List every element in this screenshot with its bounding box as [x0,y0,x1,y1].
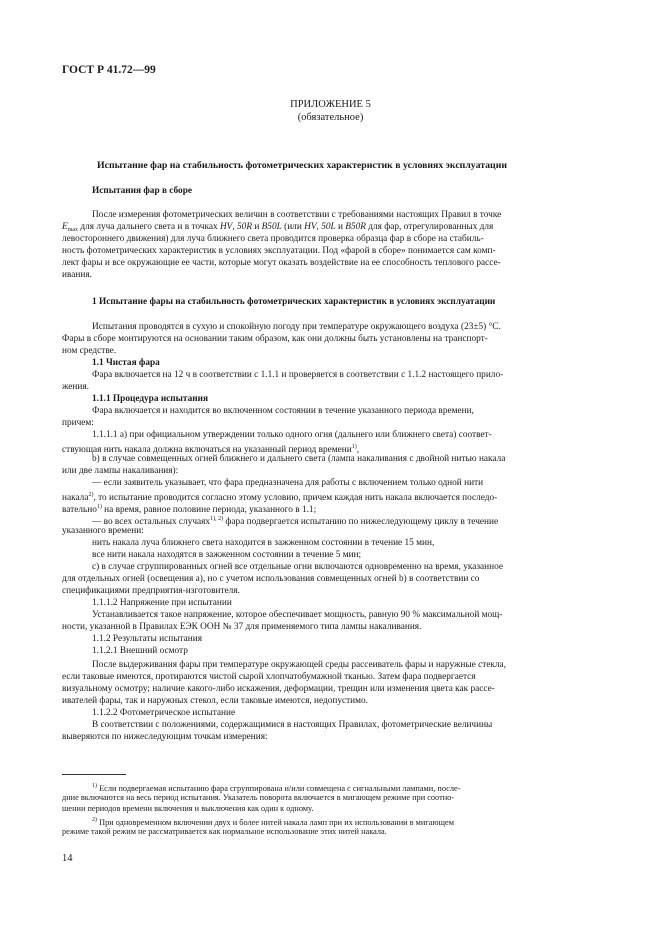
pd1-line-1: — если заявитель указывает, что фара предназначена для работы с включением только одной нити [92,478,484,488]
footnote-1-line-2: дние включаются на весь период испытания. Указатель поворота включается в мигающем режиме при соотно- [62,793,455,802]
main-title: Испытание фар на стабильность фотометрических характеристик в условиях эксплуатации [97,160,507,171]
p1121-line-2: если таковые имеются, протираются чистой сырой хлопчатобумажной тканью. Затем фара подвергается [62,672,476,682]
pd2-line-1: — во всех остальных случаях$^{1), 2)}$ фара подвергается испытанию по нижеследующему циклу в течение [92,516,499,527]
intro-line-2: $E_{max}$ для луча дальнего света и в точках HV, 50R и B50L (или HV, 50L и B50R для фар, отрегулированных для [62,222,494,233]
appendix-status: (обязательное) [297,112,364,123]
document-code: ГОСТ Р 41.72—99 [62,64,156,76]
p11-line-2: жения. [62,382,89,392]
cycle-line-1: нить накала луча ближнего света находится в зажженном состоянии в течение 15 мин, [92,538,435,548]
p111-line-1: Фара включается и находится во включенном состоянии в течение указанного периода времени, [92,406,474,416]
sub-title: Испытания фар в сборе [92,186,193,196]
cycle-line-2: все нити накала находятся в зажженном состоянии в течение 5 мин; [92,550,362,560]
p1122-line-2: выверяются по нижеследующим точкам измерения: [62,732,268,742]
section-1-1-2-1-title: 1.1.2.1 Внешний осмотр [92,646,188,656]
p1112-line-2: ности, указанной в Правилах ЕЭК ООН № 37 для применяемого типа лампы накаливания. [62,622,422,632]
intro-line-5: лект фары и все окружающие ее части, которые могут оказать воздействие на ее способность теплового рассе- [62,258,501,268]
pc-line-2: для отдельных огней (освещения а), но с учетом использования совмещенных огней b) в соответствии со [62,574,480,584]
section-1-1-2-title: 1.1.2 Результаты испытания [92,634,202,644]
intro-line-4: ность фотометрических характеристик в условиях эксплуатации. Под «фарой в сборе» понимается сам комп- [62,246,496,256]
pd2-line-2: указанного времени: [62,526,144,536]
pb-line-1: b) в случае совмещенных огней ближнего и дальнего света (лампа накаливания с двойной нитью накала [92,454,506,464]
p11-line-1: Фара включается на 12 ч в соответствии с 1.1.1 и проверяется в соответствии с 1.1.2 настоящего прило- [92,370,504,380]
footnote-1-line-3: шении периодов времени включения и выключения как один к одному. [62,804,314,813]
pc-line-1: с) в случае сгруппированных огней все отдельные огни включаются одновременно на время, указанное [92,562,504,572]
section-1-1-title: 1.1 Чистая фара [92,358,160,368]
section-1-1-1-title: 1.1.1 Процедура испытания [92,394,208,404]
footnote-separator [62,774,126,775]
section-1-1-1-2-title: 1.1.1.2 Напряжение при испытании [92,598,232,608]
intro-line-3: левостороннего движения) для луча ближнего света проводится проверка образца фар в сборе на стабиль- [62,234,484,244]
p1121-line-4: ивателей фары, так и наружных стекол, если таковые имеются, недопустимо. [62,696,369,706]
p111-line-2: причем: [62,418,94,428]
p1-line-1: Испытания проводятся в сухую и спокойную погоду при температуре окружающего воздуха (23±5) °С. [92,322,501,332]
footnote-2-line-2: режиме такой режим не рассматривается как нормальное использование этих нитей накала. [62,827,387,836]
p1122-line-1: В соответствии с положениями, содержащимися в настоящих Правилах, фотометрические величины [92,720,493,730]
pd1-line-3: вательно$^{1)}$ на время, равное половине периода, указанного в 1.1; [62,504,317,515]
p1121-line-1: После выдерживания фары при температуре окружающей среды рассеиватель фары и наружные стекла, [92,660,506,670]
p1111-line-1: 1.1.1.1 а) при официальном утверждении только одного огня (дальнего или ближнего света) соответ- [92,430,492,440]
section-1-1-2-2-title: 1.1.2.2 Фотометрическое испытание [92,708,236,718]
intro-line-6: ивания. [62,270,92,280]
footnote-1-line-1: $^{1)}$ Если подвергаемая испытанию фара сгруппирована и/или совмещена с сигнальными лампами, после- [92,783,461,793]
pb-line-2: или две лампы накаливания): [62,466,179,476]
pd1-line-2: накала$^{2)}$, то испытание проводится согласно этому условию, причем каждая нить накала включается последо- [62,492,498,503]
intro-line-1: После измерения фотометрических величин в соответствии с требованиями настоящих Правил в точке [92,210,502,220]
p1-line-3: ном средстве. [62,346,117,356]
p1121-line-3: визуальному осмотру; наличие какого-либо искажения, деформации, трещин или изменения цвета как рассе- [62,684,495,694]
pc-line-3: спецификациями предприятия-изготовителя. [62,586,240,596]
section-1-title: 1 Испытание фары на стабильность фотометрических характеристик в условиях эксплуатации [92,297,496,307]
footnote-2-line-1: $^{2)}$ При одновременном включении двух и более нитей накала ламп при их использовании в мигающем [92,817,454,827]
page-number: 14 [62,853,73,864]
appendix-title: ПРИЛОЖЕНИЕ 5 [290,99,371,110]
p1111-line-2: ствующая нить накала должна включаться на указанный период времени$^{1)}$, [62,444,360,455]
p1112-line-1: Устанавливается такое напряжение, которое обеспечивает мощность, равную 90 % максимальной мощ- [92,610,503,620]
p1-line-2: Фары в сборе монтируются на основании таким образом, как они должны быть установлены на транспорт- [62,334,488,344]
